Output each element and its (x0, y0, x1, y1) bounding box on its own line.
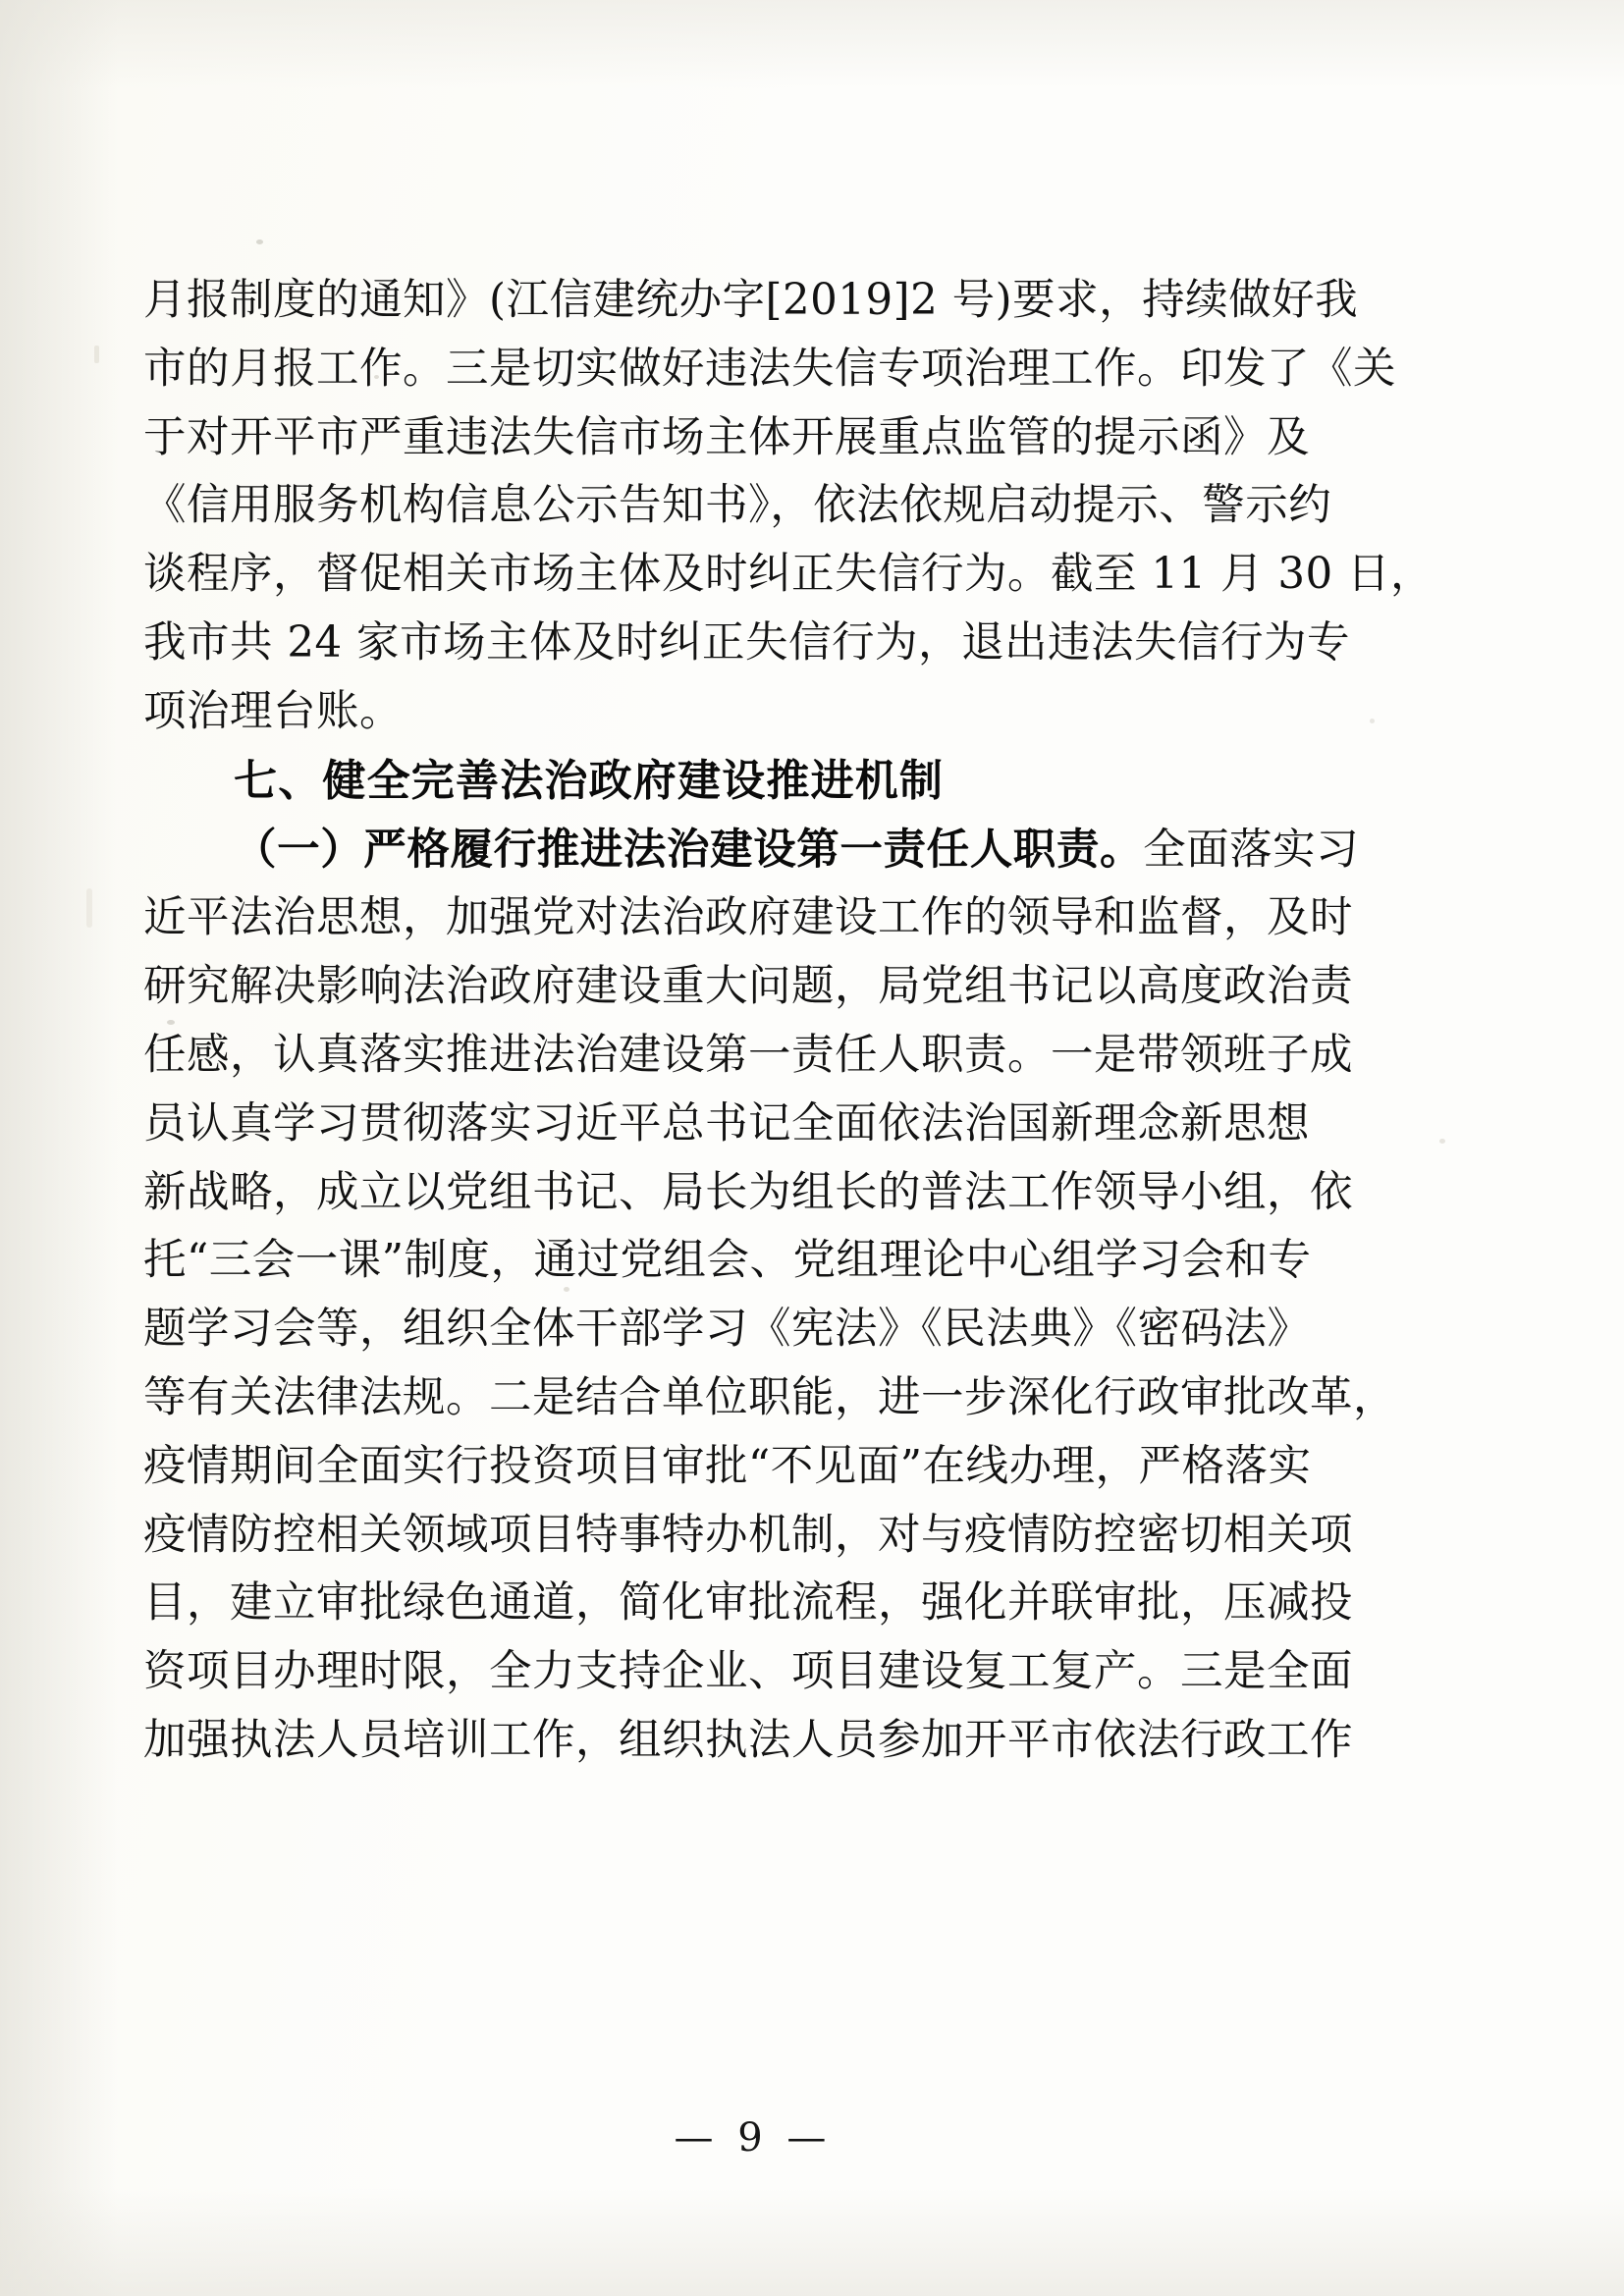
page-number: — 9 — (674, 2115, 833, 2161)
scan-edge-shadow-top (0, 0, 1624, 88)
document-text-body (143, 267, 1435, 1776)
paragraph-line: 员认真学习贯彻落实习近平总书记全面依法治国新理念新思想 (143, 1098, 1310, 1148)
paragraph-line: 任感，认真落实推进法治建设第一责任人职责。一是带领班子成 (143, 1030, 1353, 1080)
paragraph-line: 新战略，成立以党组书记、局长为组长的普法工作领导小组，依 (143, 1167, 1353, 1217)
paragraph-line: 近平法治思想，加强党对法治政府建设工作的领导和监督，及时 (143, 893, 1353, 943)
scan-edge-shadow-bottom (0, 2188, 1624, 2296)
paragraph-line: 资项目办理时限，全力支持企业、项目建设复工复产。三是全面 (143, 1647, 1353, 1697)
paragraph-line: 目，建立审批绿色通道，简化审批流程，强化并联审批，压减投 (143, 1578, 1353, 1629)
paragraph-line: 项治理台账。 (143, 686, 403, 736)
paragraph-line: 于对开平市严重违法失信市场主体开展重点监管的提示函》及 (143, 412, 1310, 462)
subsection-heading: （一）严格履行推进法治建设第一责任人职责。 (234, 824, 1144, 875)
paragraph-line: 我市共 24 家市场主体及时纠正失信行为，退出违法失信行为专 (143, 617, 1351, 667)
page-footer (0, 2115, 1624, 2161)
paragraph-line: 市的月报工作。三是切实做好违法失信专项治理工作。印发了《关 (143, 344, 1396, 394)
paragraph-line: 谈程序，督促相关市场主体及时纠正失信行为。截至 11 月 30 日， (143, 550, 1435, 600)
paragraph-line: 加强执法人员培训工作，组织执法人员参加开平市依法行政工作 (143, 1715, 1353, 1765)
paragraph-line: 疫情防控相关领域项目特事特办机制，对与疫情防控密切相关项 (143, 1510, 1353, 1560)
scan-speck (86, 888, 92, 928)
paragraph-line: 疫情期间全面实行投资项目审批“不见面”在线办理，严格落实 (143, 1441, 1312, 1491)
scan-speck (94, 346, 99, 363)
scan-edge-shadow-left (0, 0, 118, 2296)
paragraph-line: 全面落实习 (1143, 825, 1360, 875)
scan-speck (256, 240, 263, 244)
scan-speck (1370, 719, 1375, 723)
subsection-heading-line (143, 816, 1360, 885)
paragraph-line: 题学习会等，组织全体干部学习《宪法》《民法典》《密码法》 (143, 1305, 1311, 1355)
section-heading: 七、健全完善法治政府建设推进机制 (234, 755, 945, 806)
paragraph-line: 等有关法律法规。二是结合单位职能，进一步深化行政审批改革， (143, 1372, 1396, 1422)
paragraph-line: 月报制度的通知》(江信建统办字[2019]2 号)要求，持续做好我 (143, 276, 1359, 325)
paragraph-line: 《信用服务机构信息公示告知书》，依法依规启动提示、警示约 (143, 481, 1332, 531)
scan-speck (1439, 1139, 1445, 1144)
paragraph-line: 托“三会一课”制度，通过党组会、党组理论中心组学习会和专 (143, 1236, 1312, 1286)
paragraph-line: 研究解决影响法治政府建设重大问题，局党组书记以高度政治责 (143, 962, 1353, 1012)
